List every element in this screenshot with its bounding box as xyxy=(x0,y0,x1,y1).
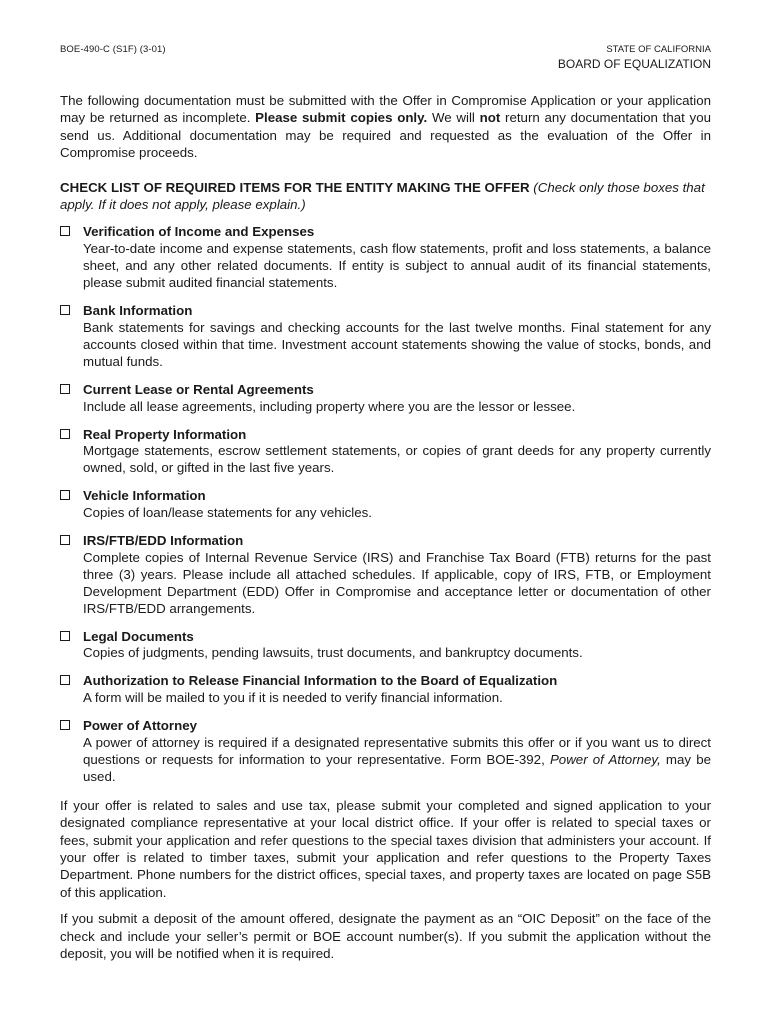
checklist-title: CHECK LIST OF REQUIRED ITEMS FOR THE ENTITY MAKING THE OFFER xyxy=(60,179,530,195)
item-description: Complete copies of Internal Revenue Service (IRS) and Franchise Tax Board (FTB) returns for the past three (3) years. Please include all attached schedules. If applicable, copy of IRS, FTB, or Employment Development Department (EDD) Offer in Compromise and acceptance letter or documentation of other IRS/FTB/EDD arrangements. xyxy=(83,549,711,616)
item-title: Verification of Income and Expenses xyxy=(83,224,315,240)
item-title: IRS/FTB/EDD Information xyxy=(83,533,244,549)
document-page xyxy=(60,40,711,962)
intro-text-2: We will xyxy=(427,110,480,126)
item-title: Current Lease or Rental Agreements xyxy=(83,381,314,397)
intro-text-1: The following documentation must be submitted with the Offer in Compromise Application or your application may be returned as incomplete. xyxy=(60,93,711,126)
form-title-italic: Power of Attorney, xyxy=(549,752,661,767)
item-description: Include all lease agreements, including property where you are the lessor or lessee. xyxy=(83,398,576,414)
checklist-heading xyxy=(60,179,711,214)
item-description: Copies of judgments, pending lawsuits, trust documents, and bankruptcy documents. xyxy=(83,645,583,661)
item-description: Bank statements for savings and checking accounts for the last twelve months. Final statement for any accounts closed within that time. Investment account statements showing the value of stocks, bonds, and mutual funds. xyxy=(83,319,711,369)
item-title: Vehicle Information xyxy=(83,488,206,504)
checkbox-vehicle[interactable] xyxy=(60,490,70,500)
checkbox-irs-ftb-edd[interactable] xyxy=(60,535,70,545)
board-name: BOARD OF EQUALIZATION xyxy=(557,57,711,71)
form-header xyxy=(60,40,711,74)
checklist xyxy=(60,224,711,785)
checklist-item-vehicle xyxy=(60,488,711,522)
state-name: STATE OF CALIFORNIA xyxy=(606,44,711,55)
checklist-item-legal-documents xyxy=(60,629,711,663)
form-number: BOE-490-C (S1F) (3-01) xyxy=(60,44,166,55)
item-title: Authorization to Release Financial Information to the Board of Equalization xyxy=(83,673,558,689)
checkbox-lease-agreements[interactable] xyxy=(60,384,70,394)
desc-text: A power of attorney is required if a designated representative submits this offer or if you want us to direct questions or requests for information to your representative. Form BOE-392, xyxy=(83,735,711,767)
item-description: Mortgage statements, escrow settlement statements, or copies of grant deeds for any property currently owned, sold, or gifted in the last five years. xyxy=(83,443,711,476)
intro-bold-not: not xyxy=(479,110,501,126)
checkbox-bank-information[interactable] xyxy=(60,305,70,315)
checkbox-income-expenses[interactable] xyxy=(60,226,70,236)
checkbox-real-property[interactable] xyxy=(60,429,70,439)
item-title: Legal Documents xyxy=(83,628,194,644)
item-title: Bank Information xyxy=(83,303,193,319)
deposit-instructions: If you submit a deposit of the amount offered, designate the payment as an “OIC Deposit” on the face of the check and include your seller’s permit or BOE account number(s). If you submit the application without the deposit, you will be notified when it is required. xyxy=(60,911,711,962)
intro-bold-copies: Please submit copies only. xyxy=(255,110,428,126)
item-title: Power of Attorney xyxy=(83,718,198,734)
checklist-item-real-property xyxy=(60,427,711,478)
intro-paragraph xyxy=(60,92,711,162)
submission-instructions: If your offer is related to sales and use tax, please submit your completed and signed application to your designated compliance representative at your local district office. If your offer is related to special taxes or fees, submit your application and refer questions to the special taxes division that administers your account. If your offer is related to timber taxes, submit your application and refer questions to the Property Taxes Department. Phone numbers for the district offices, special taxes, and property taxes are located on page S5B of this application. xyxy=(60,797,711,900)
checklist-item-power-of-attorney xyxy=(60,718,711,786)
checklist-item-authorization xyxy=(60,673,711,707)
agency-block xyxy=(558,44,711,72)
item-title: Real Property Information xyxy=(83,426,247,442)
item-description: A form will be mailed to you if it is needed to verify financial information. xyxy=(83,690,503,706)
item-description: Copies of loan/lease statements for any vehicles. xyxy=(83,505,372,521)
checkbox-power-of-attorney[interactable] xyxy=(60,720,70,730)
item-description: Year-to-date income and expense statements, cash flow statements, profit and loss statements, a balance sheet, and any other related documents. If entity is subject to annual audit of its financial statements, please submit audited financial statements. xyxy=(83,241,711,291)
checkbox-legal-documents[interactable] xyxy=(60,631,70,641)
checklist-item-lease-agreements xyxy=(60,382,711,416)
checklist-item-income-expenses xyxy=(60,224,711,292)
checklist-note: (Check only those boxes that apply. If it does not apply, please explain.) xyxy=(60,179,705,213)
desc-text-end: may be used. xyxy=(83,752,711,784)
checklist-item-bank-information xyxy=(60,303,711,371)
checkbox-authorization[interactable] xyxy=(60,675,70,685)
checklist-item-irs-ftb-edd xyxy=(60,533,711,618)
item-description xyxy=(83,735,711,786)
intro-text-3: return any documentation that you send us. Additional documentation may be required and requested as the evaluation of the Offer in Compromise proceeds. xyxy=(60,110,711,161)
